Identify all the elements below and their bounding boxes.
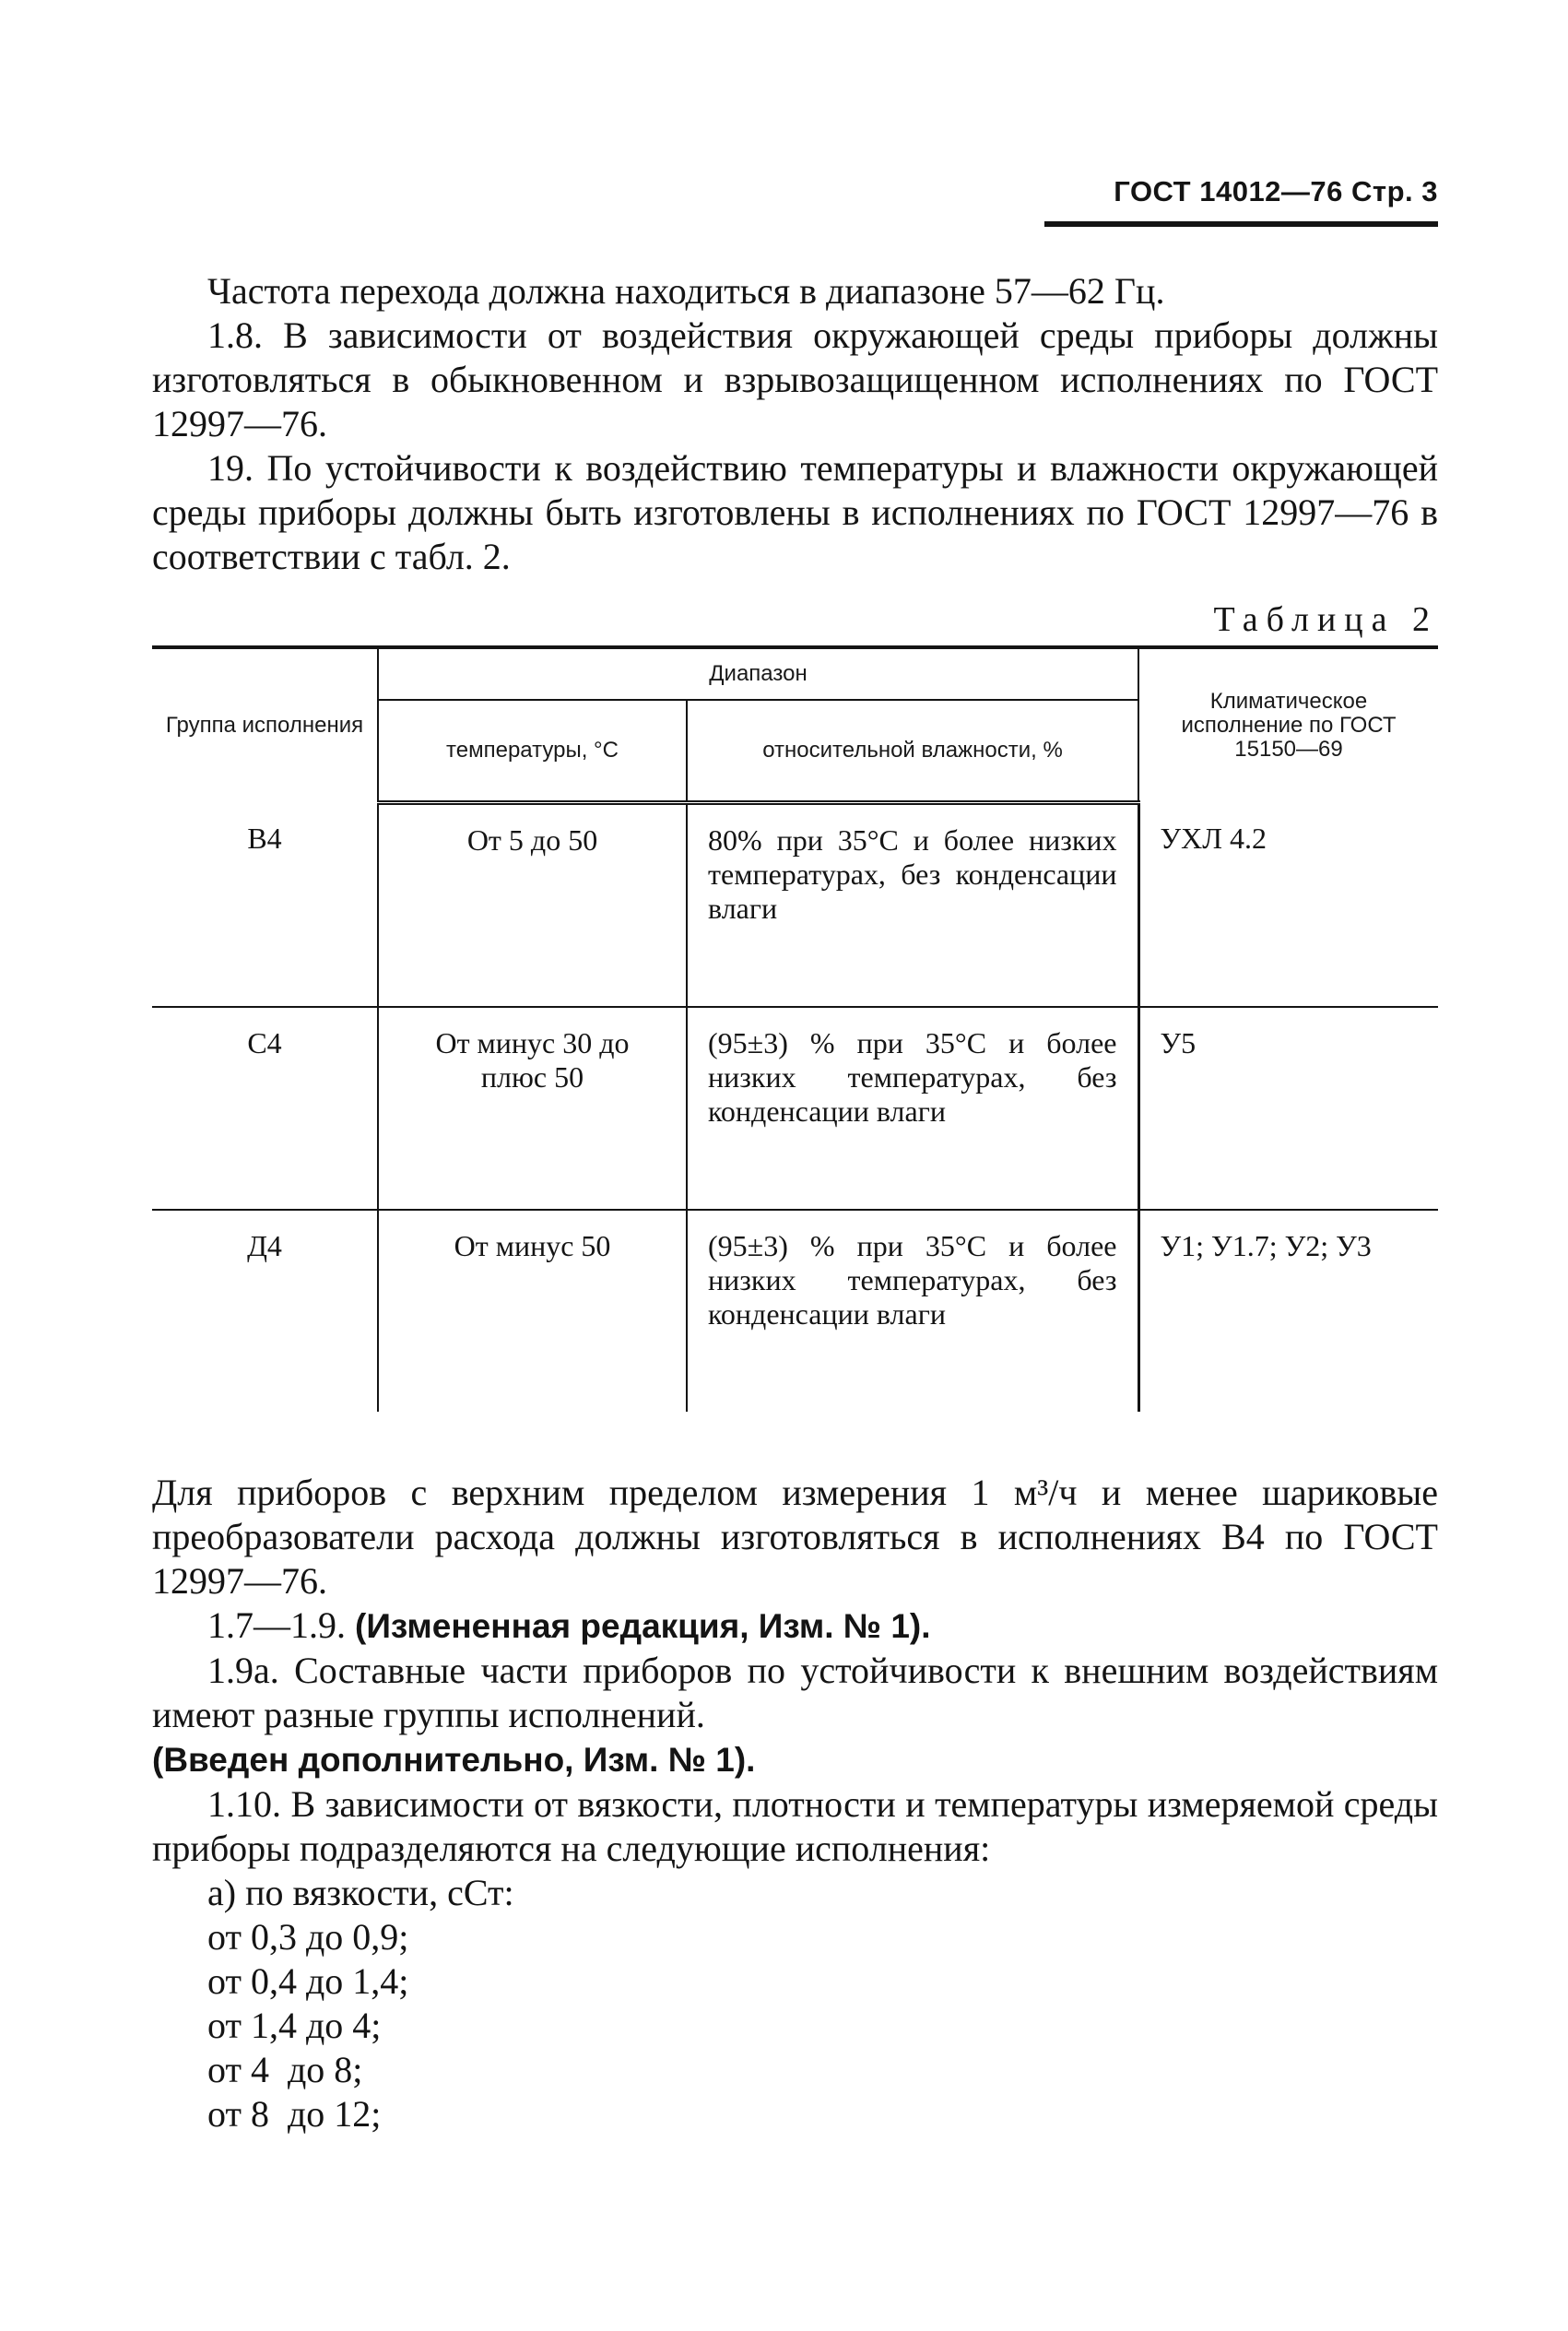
cell-temperature: От минус 30 до плюс 50 <box>378 1007 687 1210</box>
cell-group: С4 <box>152 1007 378 1210</box>
paragraph-ball-converters: Для приборов с верхним пределом измерения 1 м³/ч и менее шариковые преобразователи расхода должны изготовляться в исполнениях В4 по ГОСТ 12997—76. <box>152 1472 1438 1602</box>
list-item: от 8 до 12; <box>207 2093 382 2135</box>
paragraph-1-8: 1.8. В зависимости от воздействия окружающей среды приборы должны изготовляться в обыкновенном и взрывозащищенном исполнениях по ГОСТ 12997—76. <box>152 314 1438 444</box>
bottom-text-block <box>152 1471 1438 2136</box>
intro-note-line <box>152 1737 1438 1782</box>
paragraph-1-9a: 1.9а. Составные части приборов по устойчивости к внешним воздействиям имеют разные группы исполнений. <box>152 1650 1438 1735</box>
list-item: от 4 до 8; <box>207 2049 363 2090</box>
paragraph-1-10: 1.10. В зависимости от вязкости, плотности и температуры измеряемой среды приборы подразделяются на следующие исполнения: <box>152 1783 1438 1869</box>
intro-note: (Введен дополнительно, Изм. № 1). <box>152 1741 756 1779</box>
edit-note: (Измененная редакция, Изм. № 1). <box>355 1607 931 1645</box>
table-row <box>152 1210 1438 1412</box>
cell-climate: У5 <box>1138 1007 1438 1210</box>
header-group: Группа исполнения <box>152 647 378 803</box>
list-item: от 0,3 до 0,9; <box>207 1916 409 1958</box>
cell-group: В4 <box>152 803 378 1008</box>
header-climate: Климатическое исполнение по ГОСТ 15150—69 <box>1138 647 1438 803</box>
table-2 <box>152 645 1438 1412</box>
page-header: ГОСТ 14012—76 Стр. 3 <box>1114 175 1438 207</box>
cell-humidity: (95±3) % при 35°С и более низких температурах, без конденсации влаги <box>687 1210 1138 1412</box>
cell-group: Д4 <box>247 1229 282 1262</box>
cell-temperature: От 5 до 50 <box>378 803 687 1008</box>
top-text-block <box>152 269 1438 579</box>
cell-humidity: (95±3) % при 35°С и более низких температурах, без конденсации влаги <box>687 1007 1138 1210</box>
list-title: а) по вязкости, сСт: <box>207 1872 514 1913</box>
header-rule <box>1044 221 1438 227</box>
cell-humidity: 80% при 35°С и более низких температурах, без конденсации влаги <box>687 803 1138 1008</box>
cell-climate: У1; У1.7; У2; У3 <box>1138 1210 1438 1412</box>
edit-note-line <box>152 1603 1438 1649</box>
header-temperature: температуры, °С <box>378 700 687 803</box>
header-range: Диапазон <box>378 647 1138 700</box>
list-item: от 0,4 до 1,4; <box>207 1960 409 2002</box>
cell-temperature: От минус 50 <box>378 1210 687 1412</box>
list-item: от 1,4 до 4; <box>207 2005 382 2046</box>
cell-climate: УХЛ 4.2 <box>1138 803 1438 1008</box>
table-row <box>152 803 1438 1008</box>
paragraph-frequency: Частота перехода должна находиться в диапазоне 57—62 Гц. <box>207 270 1165 312</box>
edit-note-ref: 1.7—1.9. <box>207 1604 346 1646</box>
table-caption: Таблица 2 <box>1213 600 1438 639</box>
paragraph-1-9: 19. По устойчивости к воздействию температуры и влажности окружающей среды приборы должны быть изготовлены в исполнениях по ГОСТ 12997—76 в соответствии с табл. 2. <box>152 447 1438 577</box>
table-row <box>152 1007 1438 1210</box>
header-humidity: относительной влажности, % <box>687 700 1138 803</box>
